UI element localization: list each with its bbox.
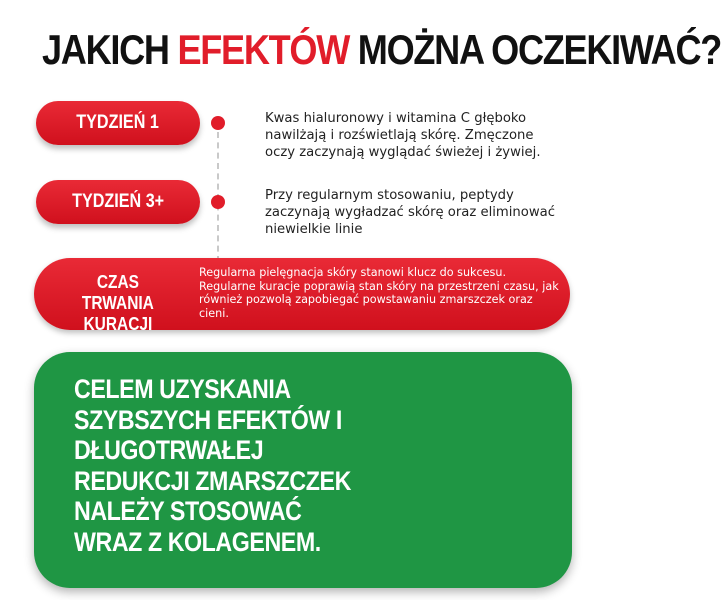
- title-part-1: JAKICH: [42, 26, 178, 73]
- week-3-description: Przy regularnym stosowaniu, peptydy zaczynają wygładzać skórę oraz eliminować niewielkie linie: [265, 188, 555, 237]
- recommendation-line: DŁUGOTRWAŁEJ: [74, 435, 264, 465]
- week-3-label: TYDZIEŃ 3+: [71, 191, 164, 212]
- recommendation-line: NALEŻY STOSOWAĆ: [74, 496, 302, 526]
- week-3-badge: [36, 180, 200, 224]
- title-part-2: MOŻNA OCZEKIWAĆ?: [349, 26, 721, 73]
- timeline-dot: [211, 116, 225, 130]
- recommendation-text: [74, 374, 470, 557]
- timeline-dot: [211, 195, 225, 209]
- recommendation-line: REDUKCJI ZMARSZCZEK: [74, 465, 351, 496]
- week-1-label: TYDZIEŃ 1: [76, 112, 160, 133]
- recommendation-line: CELEM UZYSKANIA: [74, 374, 291, 404]
- week-1-badge: [36, 101, 200, 145]
- duration-banner: [34, 258, 570, 334]
- week-1-description: Kwas hialuronowy i witamina C głęboko nawilżają i rozświetlają skórę. Zmęczone oczy zaczynają wyglądać świeżej i żywiej.: [265, 111, 541, 160]
- title-accent: EFEKTÓW: [177, 26, 350, 73]
- recommendation-line: WRAZ Z KOLAGENEM.: [74, 526, 321, 557]
- duration-label: CZAS TRWANIA KURACJI: [81, 272, 154, 334]
- page-title: [42, 26, 721, 74]
- recommendation-line: SZYBSZYCH EFEKTÓW I: [74, 404, 342, 435]
- duration-text: Regularna pielęgnacja skóry stanowi klucz do sukcesu. Regularne kuracje poprawią stan skóry na przestrzeni czasu, jak również pozwolą zapobiegać powstawaniu zmarszczek oraz cieni.: [199, 266, 559, 320]
- recommendation-box: [34, 352, 572, 588]
